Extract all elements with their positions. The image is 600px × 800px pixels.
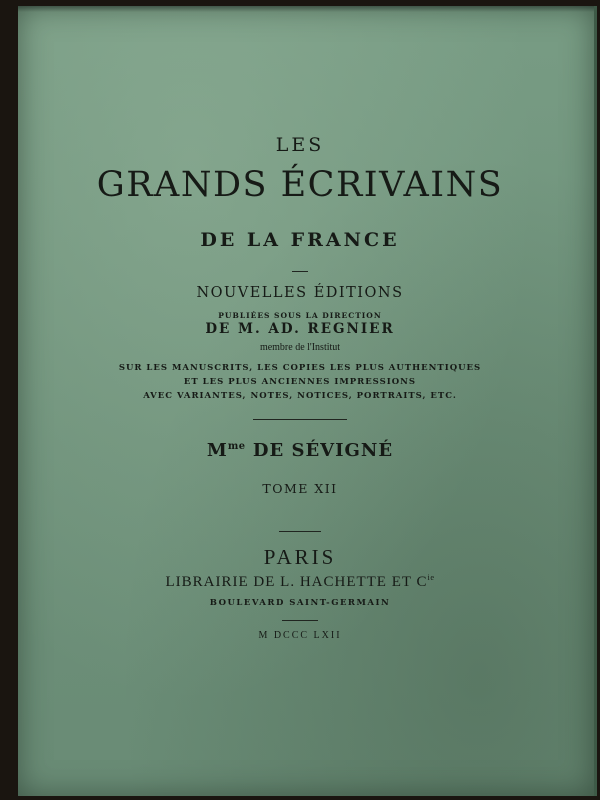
author-prefix-superscript: me xyxy=(227,441,246,453)
divider-year xyxy=(282,620,318,621)
author-prefix: M xyxy=(206,440,228,461)
director-name: DE M. AD. REGNIER xyxy=(205,321,395,337)
cover-edge-shadow xyxy=(18,6,594,12)
publisher-name: LIBRAIRIE DE L. HACHETTE ET C xyxy=(165,573,428,590)
book-cover xyxy=(18,6,597,796)
publisher-address: BOULEVARD SAINT-GERMAIN xyxy=(209,598,391,608)
divider-imprint xyxy=(279,531,321,532)
series-title-main: GRANDS ÉCRIVAINS xyxy=(96,165,504,205)
author-name: DE SÉVIGNÉ xyxy=(245,440,394,461)
description-line-2: ET LES PLUS ANCIENNES IMPRESSIONS xyxy=(183,377,417,387)
edition-label: NOUVELLES ÉDITIONS xyxy=(196,285,404,301)
description-line-3: AVEC VARIANTES, NOTES, NOTICES, PORTRAITS, ETC. xyxy=(143,391,457,401)
volume-number: TOME XII xyxy=(262,481,338,496)
publication-year: M DCCC LXII xyxy=(258,630,342,641)
series-title-france: DE LA FRANCE xyxy=(200,229,400,251)
author-title xyxy=(0,440,600,461)
publisher-superscript: ie xyxy=(427,573,435,582)
description-line-1: SUR LES MANUSCRITS, LES COPIES LES PLUS AUTHENTIQUES xyxy=(118,363,482,373)
director-title: membre de l'Institut xyxy=(259,342,341,353)
series-title-les: LES xyxy=(275,134,325,156)
publisher xyxy=(0,573,600,591)
imprint-city: PARIS xyxy=(263,545,337,569)
direction-label: PUBLIÉES SOUS LA DIRECTION xyxy=(218,311,382,320)
divider-short xyxy=(292,271,308,272)
divider-author xyxy=(253,419,347,420)
